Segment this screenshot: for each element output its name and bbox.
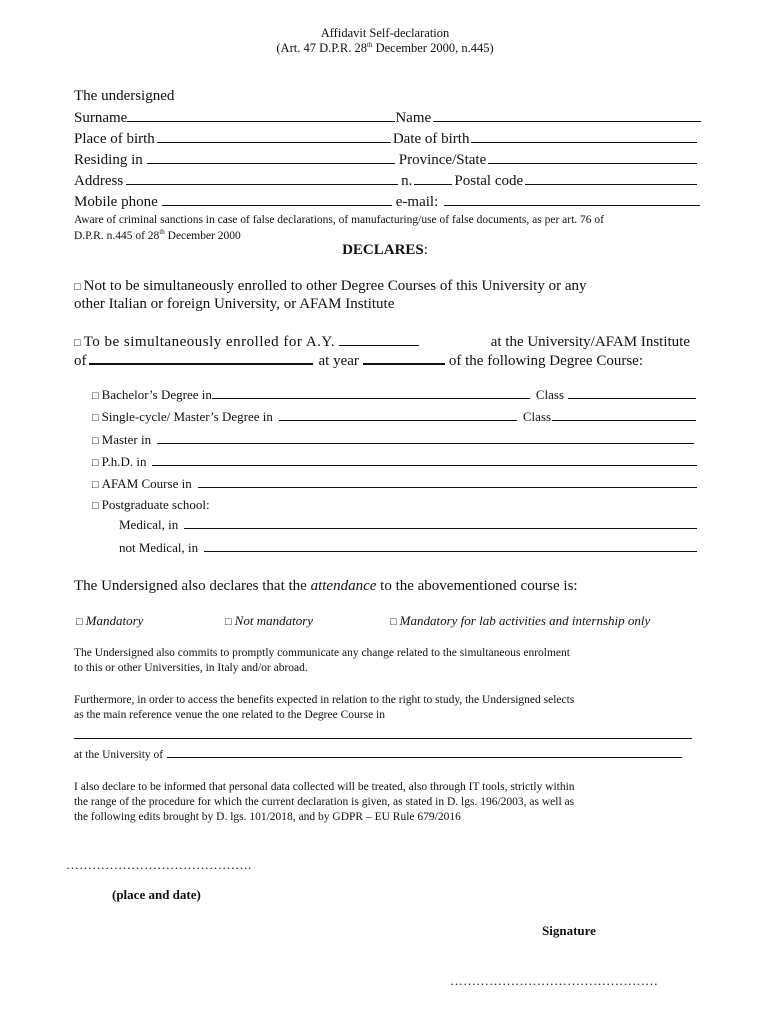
attendance-not-mandatory bbox=[225, 613, 313, 629]
university-row bbox=[74, 745, 684, 761]
criminal-sanctions-note-2 bbox=[74, 228, 241, 242]
residing-in-field[interactable] bbox=[147, 151, 395, 164]
afam-field[interactable] bbox=[198, 475, 697, 488]
checkbox-bachelor[interactable]: □ bbox=[92, 390, 99, 402]
master-field[interactable] bbox=[157, 431, 694, 444]
email-label: e-mail: bbox=[395, 194, 439, 210]
surname-field[interactable] bbox=[127, 109, 395, 122]
not-medical-row bbox=[119, 539, 699, 556]
university-field[interactable] bbox=[167, 745, 682, 758]
phd-field[interactable] bbox=[152, 453, 697, 466]
option-not-enrolled bbox=[74, 278, 586, 295]
surname-name-row bbox=[74, 109, 703, 127]
at-year-label: at year bbox=[318, 353, 359, 369]
checkbox-not-enrolled[interactable]: □ bbox=[74, 281, 81, 293]
postal-code-label: Postal code bbox=[454, 173, 524, 189]
phd-label: P.h.D. in bbox=[101, 454, 147, 469]
declares-label: DECLARES bbox=[342, 242, 424, 258]
address-field[interactable] bbox=[126, 172, 398, 185]
degree-course-label: of the following Degree Course: bbox=[448, 353, 644, 369]
place-date-field[interactable]: ……………………………………. bbox=[66, 857, 252, 872]
institute-field[interactable] bbox=[89, 351, 313, 365]
postgraduate-label: Postgraduate school: bbox=[101, 497, 210, 512]
criminal-sanctions-note: Aware of criminal sanctions in case of false declarations, of manufacturing/use of false documents, as per art. 76 of bbox=[74, 214, 604, 226]
birth-row bbox=[74, 130, 699, 148]
signature-text: Signature bbox=[542, 923, 596, 938]
signature-field[interactable]: ………………………………………… bbox=[450, 973, 658, 988]
degree-course-field[interactable] bbox=[74, 738, 692, 739]
venue-text-2: as the main reference venue the one related to the Degree Course in bbox=[74, 709, 385, 721]
single-cycle-label: Single-cycle/ Master’s Degree in bbox=[101, 409, 273, 424]
of-label: of bbox=[74, 353, 87, 369]
attendance-text-end: to the abovementioned course is: bbox=[376, 578, 578, 594]
year-field[interactable] bbox=[363, 351, 445, 365]
privacy-text-2: the range of the procedure for which the current declaration is given, as stated in D. lgs. 196/2003, as well as bbox=[74, 796, 575, 808]
declares-colon: : bbox=[423, 242, 428, 258]
privacy-text-3: the following edits brought by D. lgs. 101/2018, and by GDPR – EU Rule 679/2016 bbox=[74, 811, 461, 823]
attendance-mandatory bbox=[76, 613, 143, 629]
option-enrolled bbox=[74, 333, 690, 351]
subtitle-text: (Art. 47 D.P.R. 28 bbox=[276, 41, 368, 56]
checkbox-mandatory[interactable]: □ bbox=[76, 616, 83, 628]
master-row bbox=[92, 431, 696, 448]
venue-text: Furthermore, in order to access the benefits expected in relation to the right to study, the Undersigned selects bbox=[74, 694, 575, 706]
checkbox-lab[interactable]: □ bbox=[390, 616, 397, 628]
province-state-label: Province/State bbox=[398, 152, 487, 168]
residing-in-label: Residing in bbox=[74, 152, 143, 168]
option-enrolled-text: To be simultaneously enrolled for A.Y. bbox=[83, 334, 336, 350]
attendance-lab bbox=[390, 613, 650, 629]
document-subtitle bbox=[0, 41, 770, 56]
place-date-text: (place and date) bbox=[112, 887, 201, 902]
university-label: at the University of bbox=[74, 749, 164, 761]
lab-label: Mandatory for lab activities and internship only bbox=[399, 613, 651, 628]
date-of-birth-label: Date of birth bbox=[392, 131, 470, 147]
bachelor-row bbox=[92, 386, 698, 403]
document-title: Affidavit Self-declaration bbox=[320, 26, 450, 40]
address-row bbox=[74, 172, 699, 190]
subtitle-sup: th bbox=[367, 41, 373, 49]
bachelor-class-label: Class bbox=[535, 387, 565, 402]
declares-heading bbox=[0, 242, 770, 259]
bachelor-field[interactable] bbox=[212, 386, 530, 399]
academic-year-field[interactable] bbox=[339, 333, 419, 346]
privacy-text: I also declare to be informed that personal data collected will be treated, also through IT tools, strictly within bbox=[74, 781, 575, 793]
bachelor-label: Bachelor’s Degree in bbox=[101, 387, 212, 402]
afam-label: AFAM Course in bbox=[101, 476, 192, 491]
name-field[interactable] bbox=[433, 109, 701, 122]
postal-code-field[interactable] bbox=[525, 172, 697, 185]
master-label: Master in bbox=[101, 432, 152, 447]
medical-row bbox=[119, 516, 699, 533]
number-label: n. bbox=[401, 173, 413, 189]
mobile-phone-field[interactable] bbox=[162, 193, 392, 206]
undersigned-intro: The undersigned bbox=[74, 88, 175, 104]
medical-label: Medical, in bbox=[119, 517, 179, 532]
note-sup: th bbox=[159, 228, 165, 236]
attendance-em: attendance bbox=[310, 578, 377, 594]
single-cycle-class-label: Class bbox=[522, 409, 552, 424]
surname-label: Surname bbox=[74, 110, 128, 126]
checkbox-enrolled[interactable]: □ bbox=[74, 337, 81, 349]
single-cycle-row bbox=[92, 408, 698, 425]
subtitle-text-end: December 2000, n.445) bbox=[372, 41, 494, 56]
email-field[interactable] bbox=[444, 193, 700, 206]
medical-field[interactable] bbox=[184, 516, 697, 529]
note-text-end: December 2000 bbox=[164, 229, 241, 242]
mobile-phone-label: Mobile phone bbox=[74, 194, 158, 210]
commit-text: The Undersigned also commits to promptly communicate any change related to the simultaneous enrolment bbox=[74, 647, 570, 659]
place-date-label bbox=[112, 887, 201, 903]
afam-row bbox=[92, 475, 699, 492]
checkbox-master[interactable]: □ bbox=[92, 435, 99, 447]
commit-text-2: to this or other Universities, in Italy and/or abroad. bbox=[74, 662, 308, 674]
address-label: Address bbox=[74, 173, 124, 189]
attendance-text: The Undersigned also declares that the bbox=[74, 578, 311, 594]
phd-row bbox=[92, 453, 699, 470]
single-cycle-class-field[interactable] bbox=[552, 408, 696, 421]
checkbox-phd[interactable]: □ bbox=[92, 457, 99, 469]
date-of-birth-field[interactable] bbox=[471, 130, 697, 143]
not-mandatory-label: Not mandatory bbox=[234, 613, 314, 628]
checkbox-not-mandatory[interactable]: □ bbox=[225, 616, 232, 628]
single-cycle-field[interactable] bbox=[279, 408, 517, 421]
residence-row bbox=[74, 151, 699, 169]
place-of-birth-label: Place of birth bbox=[74, 131, 155, 147]
checkbox-afam[interactable]: □ bbox=[92, 479, 99, 491]
option-enrolled-cont bbox=[74, 351, 694, 370]
attendance-statement bbox=[74, 578, 578, 595]
note-text: D.P.R. n.445 of 28 bbox=[74, 229, 160, 242]
option-enrolled-institute: at the University/AFAM Institute bbox=[490, 334, 690, 350]
bachelor-class-field[interactable] bbox=[568, 386, 696, 399]
option-not-enrolled-text: Not to be simultaneously enrolled to other Degree Courses of this University or any bbox=[83, 278, 587, 294]
contact-row bbox=[74, 193, 702, 211]
mandatory-label: Mandatory bbox=[85, 613, 144, 628]
checkbox-single-cycle[interactable]: □ bbox=[92, 412, 99, 424]
house-number-field[interactable] bbox=[414, 172, 452, 185]
not-medical-label: not Medical, in bbox=[119, 540, 199, 555]
postgraduate-row bbox=[92, 497, 210, 513]
option-not-enrolled-cont: other Italian or foreign University, or AFAM Institute bbox=[74, 296, 395, 312]
checkbox-postgraduate[interactable]: □ bbox=[92, 500, 99, 512]
place-of-birth-field[interactable] bbox=[157, 130, 391, 143]
province-state-field[interactable] bbox=[488, 151, 697, 164]
not-medical-field[interactable] bbox=[204, 539, 697, 552]
name-label: Name bbox=[395, 110, 432, 126]
signature-label bbox=[542, 923, 596, 939]
